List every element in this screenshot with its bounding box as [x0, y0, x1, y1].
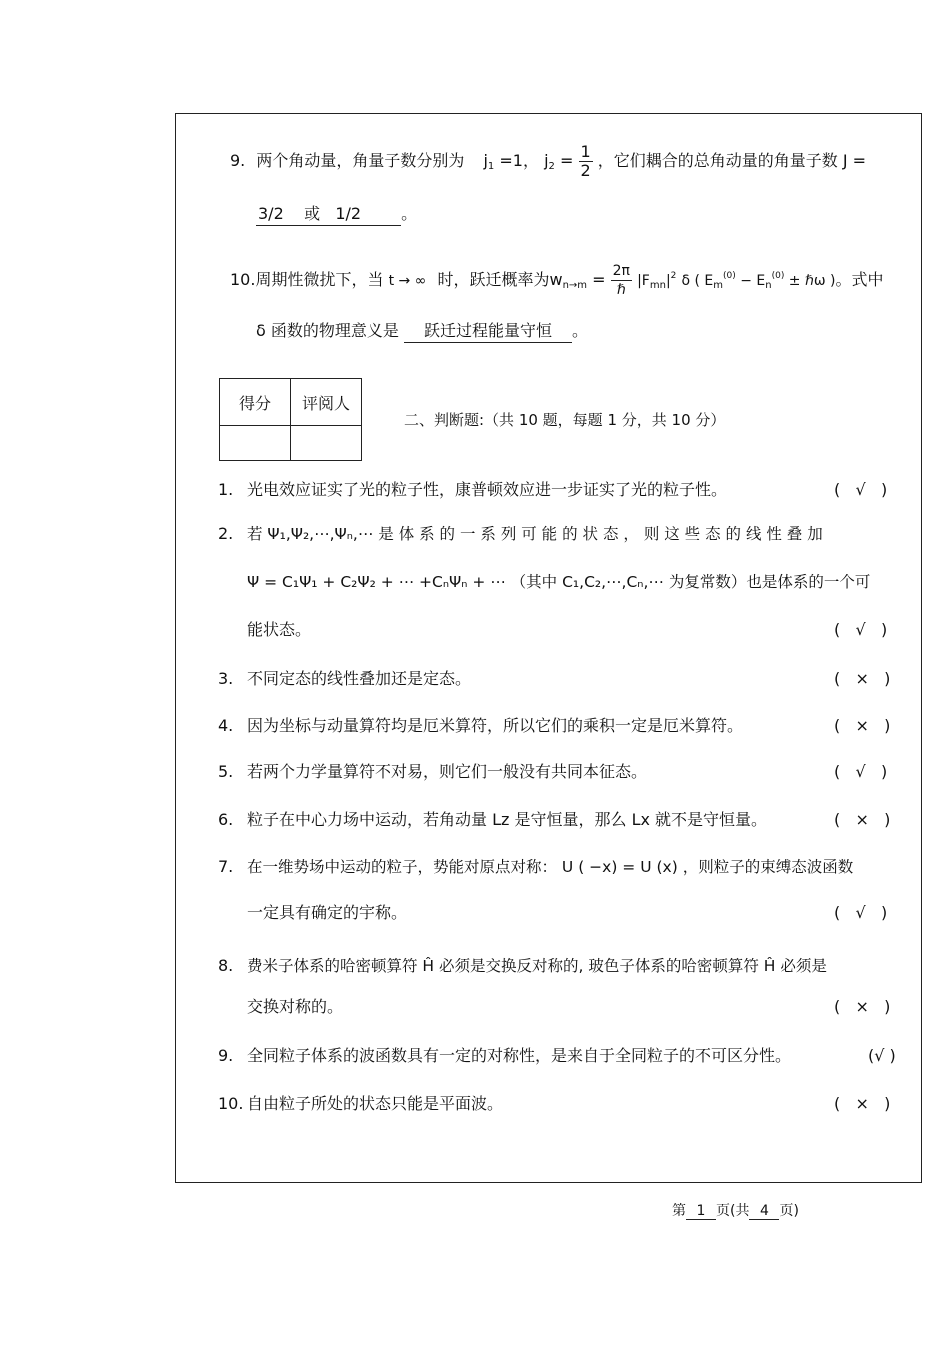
q9-j2-eq: =	[560, 151, 574, 170]
tf-1-mark: ( √ )	[834, 480, 888, 499]
footer-total-pages: 4	[749, 1203, 779, 1220]
tf-1-text: 光电效应证实了光的粒子性，康普顿效应进一步证实了光的粒子性。	[247, 480, 728, 499]
q10-fraction: $\frac{2\pi}{\text{ℏ}}$	[612, 263, 630, 298]
tf-4-text: 因为坐标与动量算符均是厄米算符，所以它们的乘积一定是厄米算符。	[247, 716, 744, 735]
footer-post: 页)	[779, 1203, 799, 1219]
q9-fraction: $\frac{1}{2}$	[580, 142, 591, 180]
tf-8-number: 8.	[218, 956, 234, 975]
q9-j2: $j_2$	[544, 151, 555, 172]
tf-6-mark: ( × )	[834, 810, 891, 829]
tf-3-text: 不同定态的线性叠加还是定态。	[247, 669, 472, 688]
q10-condition: t → ∞	[388, 273, 427, 289]
tf-4-number: 4.	[218, 716, 234, 735]
q10-answer: 跃迁过程能量守恒	[404, 320, 572, 343]
section-title: 二、判断题:（共 10 题，每题 1 分，共 10 分）	[404, 411, 726, 429]
tf-7-mark: ( √ )	[834, 903, 888, 922]
tf-2-text: 若 Ψ₁,Ψ₂,⋯,Ψₙ,⋯ 是 体 系 的 一 系 列 可 能 的 状 态 ， 则 这 些 态 的 线 性 叠 加	[247, 525, 823, 543]
fill-question-10	[230, 262, 884, 299]
tf-2-text-3: 能状态。	[247, 620, 312, 639]
footer-page-number: 1	[686, 1203, 716, 1220]
footer-mid: 页(共	[716, 1203, 750, 1219]
q10-end: 。	[572, 321, 589, 340]
tf-9-text: 全同粒子体系的波函数具有一定的对称性，是来自于全同粒子的不可区分性。	[247, 1046, 792, 1065]
tf-5-text: 若两个力学量算符不对易，则它们一般没有共同本征态。	[247, 762, 648, 781]
score-header: 得分	[220, 379, 291, 426]
q9-number: 9.	[230, 151, 246, 170]
q9-j1-value: =1，	[499, 151, 539, 170]
reviewer-header: 评阅人	[291, 379, 362, 426]
tf-6-text: 粒子在中心力场中运动，若角动量 Lz 是守恒量，那么 Lx 就不是守恒量。	[247, 810, 768, 829]
score-table	[219, 378, 362, 461]
tf-5-mark: ( √ )	[834, 762, 888, 781]
tf-1-number: 1.	[218, 480, 234, 499]
fill-question-9	[230, 143, 866, 180]
q9-answer: 3/2 或 1/2	[256, 203, 401, 226]
q10-line2: δ 函数的物理意义是	[256, 321, 399, 340]
tf-4-mark: ( × )	[834, 716, 891, 735]
q10-eq: =	[592, 270, 606, 289]
tf-5-number: 5.	[218, 762, 234, 781]
tf-10-number: 10.	[218, 1094, 244, 1113]
tf-7-number: 7.	[218, 857, 234, 876]
tf-8-text-2: 交换对称的。	[247, 997, 344, 1016]
tf-7-text-2: 一定具有确定的宇称。	[247, 903, 408, 922]
q9-j1: $j_1$	[483, 151, 495, 172]
tf-10-mark: ( × )	[834, 1094, 891, 1113]
q10-text-a: 周期性微扰下，当	[255, 270, 384, 289]
tf-6-number: 6.	[218, 810, 234, 829]
page-footer	[672, 1200, 799, 1220]
tf-3-mark: ( × )	[834, 669, 891, 688]
reviewer-cell[interactable]	[291, 426, 362, 461]
score-cell[interactable]	[220, 426, 291, 461]
tf-2-text-2: Ψ = C₁Ψ₁ + C₂Ψ₂ + ⋯ +CₙΨₙ + ⋯ （其中 C₁,C₂,⋯,Cₙ,⋯ 为复常数）也是体系的一个可	[247, 573, 871, 591]
tf-8-mark: ( × )	[834, 997, 891, 1016]
tf-8-text: 费米子体系的哈密顿算符 Ĥ 必须是交换反对称的, 玻色子体系的哈密顿算符 Ĥ 必须是	[247, 957, 827, 975]
q9-text-a: 两个角动量，角量子数分别为	[256, 151, 465, 170]
q10-text-b: 时，跃迁概率为	[437, 270, 550, 289]
q10-number: 10.	[230, 270, 256, 289]
tf-2-mark: ( √ )	[834, 620, 888, 639]
tf-7-text: 在一维势场中运动的粒子，势能对原点对称： U ( −x) = U (x) ，则粒子的束缚态波函数	[247, 858, 854, 876]
footer-pre: 第	[672, 1203, 686, 1219]
tf-9-mark: (√ )	[868, 1046, 896, 1065]
q10-delta-term: δ ( $E_m^{(0)} - E_n^{(0)}$ ± ℏω )	[681, 271, 836, 291]
q10-answer-line	[256, 320, 588, 343]
q9-end: 。	[401, 204, 418, 223]
tf-9-number: 9.	[218, 1046, 234, 1065]
tf-10-text: 自由粒子所处的状态只能是平面波。	[247, 1094, 504, 1113]
q9-answer-line	[256, 203, 417, 226]
q10-f-term: $|F_{mn}|^2$	[637, 271, 677, 291]
q9-text-b: ，它们耦合的总角动量的角量子数 J =	[597, 151, 867, 170]
q10-text-c: 。式中	[835, 270, 884, 289]
tf-2-number: 2.	[218, 524, 234, 543]
q10-w: $w_{n\to m}$	[549, 270, 588, 291]
tf-3-number: 3.	[218, 669, 234, 688]
